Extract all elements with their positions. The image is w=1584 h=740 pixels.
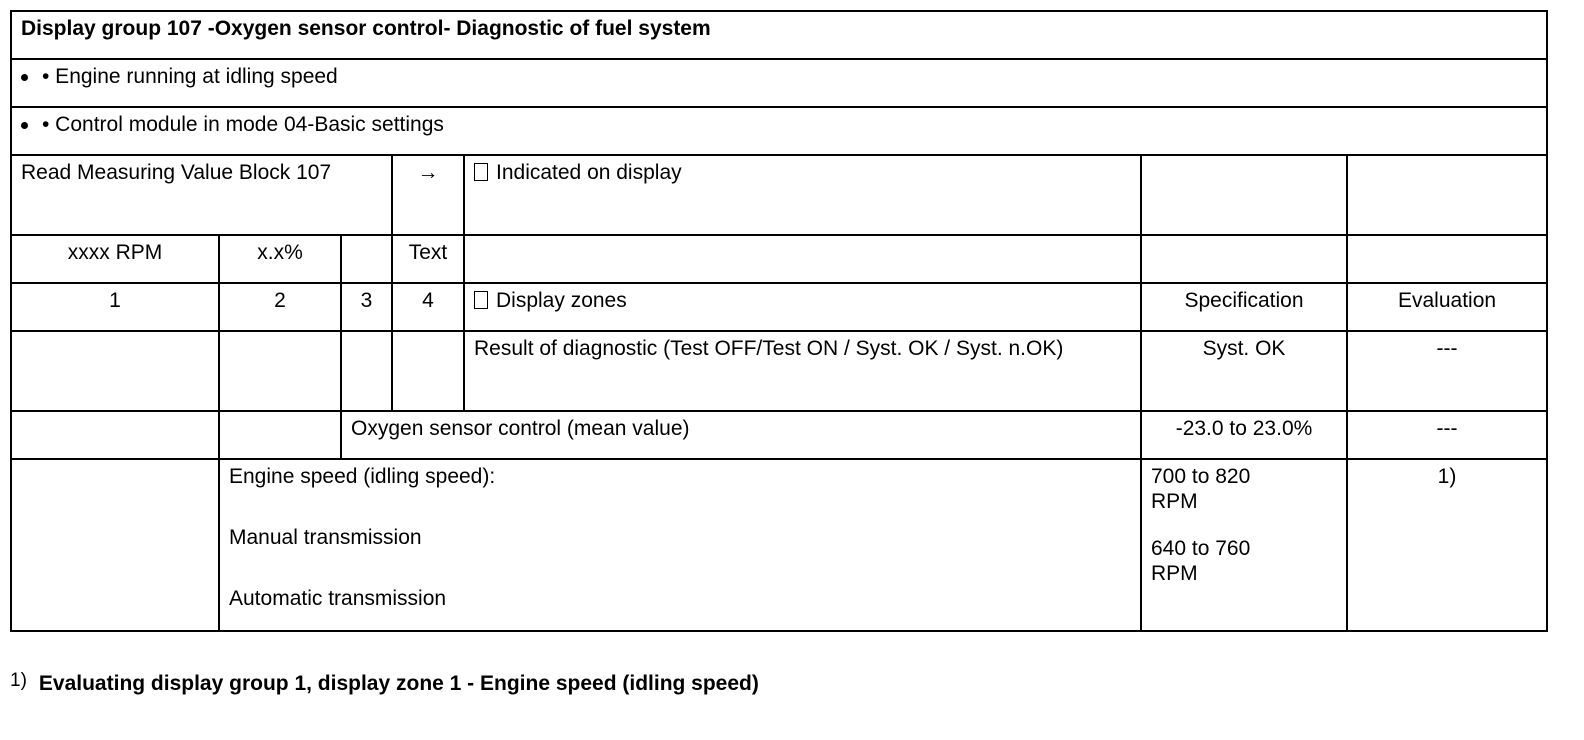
table-row xyxy=(11,331,1547,411)
spec-manual: 700 to 820 RPM xyxy=(1151,465,1251,513)
display-group-table xyxy=(10,10,1548,632)
footnote-mark: 1) xyxy=(10,670,27,691)
bullet-icon xyxy=(21,122,28,129)
display-zones-label: Display zones xyxy=(496,289,627,312)
zone-number: 4 xyxy=(392,283,464,331)
unit-cell: xxxx RPM xyxy=(11,235,219,283)
row-evaluation: --- xyxy=(1347,331,1547,411)
indicated-label: Indicated on display xyxy=(496,161,682,184)
footnote-text: Evaluating display group 1, display zone 1 - Engine speed (idling speed) xyxy=(38,672,759,695)
unit-cell: x.x% xyxy=(219,235,341,283)
units-row xyxy=(11,235,1547,283)
header-row xyxy=(11,155,1547,235)
condition-row xyxy=(11,59,1547,107)
arrow-icon: → xyxy=(392,155,464,235)
zones-row xyxy=(11,283,1547,331)
evaluation-header: Evaluation xyxy=(1347,283,1547,331)
unit-cell: Text xyxy=(392,235,464,283)
zone-number: 2 xyxy=(219,283,341,331)
row-specification: -23.0 to 23.0% xyxy=(1141,411,1347,459)
table-title: Display group 107 -Oxygen sensor control- Diagnostic of fuel system xyxy=(11,11,1547,59)
row-description: Oxygen sensor control (mean value) xyxy=(341,411,1141,459)
read-block-cell: Read Measuring Value Block 107 xyxy=(11,155,392,235)
table-row xyxy=(11,459,1547,631)
row-description: Result of diagnostic (Test OFF/Test ON / Syst. OK / Syst. n.OK) xyxy=(464,331,1141,411)
bullet-icon xyxy=(21,74,28,81)
title-row xyxy=(11,11,1547,59)
row-evaluation: 1) xyxy=(1347,459,1547,631)
spec-automatic: 640 to 760 RPM xyxy=(1151,537,1251,585)
specification-header: Specification xyxy=(1141,283,1347,331)
manual-transmission-label: Manual transmission xyxy=(229,526,422,549)
zone-number: 1 xyxy=(11,283,219,331)
unit-cell xyxy=(341,235,392,283)
table-row xyxy=(11,411,1547,459)
checkbox-icon xyxy=(474,163,488,181)
zone-number: 3 xyxy=(341,283,392,331)
row-evaluation: --- xyxy=(1347,411,1547,459)
condition-text: • Engine running at idling speed xyxy=(42,65,338,88)
condition-text: • Control module in mode 04-Basic settings xyxy=(42,113,444,136)
condition-row xyxy=(11,107,1547,155)
row-specification: Syst. OK xyxy=(1141,331,1347,411)
checkbox-icon xyxy=(474,291,488,309)
row-description: Engine speed (idling speed): xyxy=(229,465,496,488)
automatic-transmission-label: Automatic transmission xyxy=(229,587,447,610)
footnote xyxy=(10,670,759,696)
